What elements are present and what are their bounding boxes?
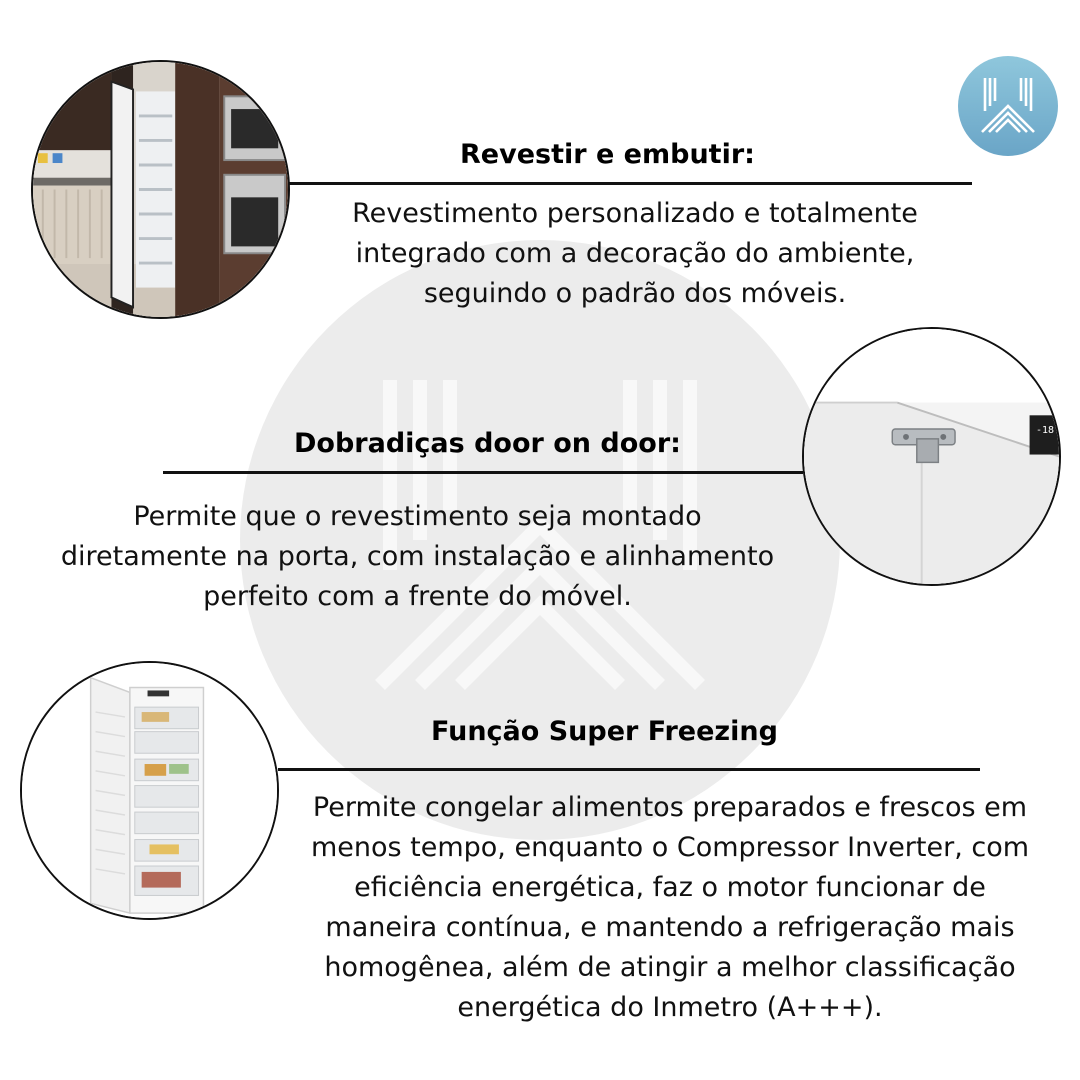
section-body-super-freezing: Permite congelar alimentos preparados e frescos em menos tempo, enquanto o Compressor Inverter, com eficiência energética, faz o motor funcionar de maneira contínua, e mantendo a refrigeração mais homogênea, além de atingir a melhor classificação energética do Inmetro (A+++). — [310, 792, 1030, 1023]
temperature-display: -18 — [1036, 425, 1055, 436]
section-divider — [163, 471, 803, 474]
section-divider — [278, 768, 980, 771]
section-heading-super-freezing: Função Super Freezing — [431, 716, 778, 747]
section-body-revestir: Revestimento personalizado e totalmente integrado com a decoração do ambiente, seguindo o padrão dos móveis. — [352, 198, 918, 309]
hinge-detail-photo — [802, 327, 1061, 586]
section-heading-revestir: Revestir e embutir: — [460, 139, 755, 170]
kitchen-freezer-photo — [31, 60, 290, 319]
section-body-dobradicas: Permite que o revestimento seja montado diretamente na porta, com instalação e alinhamento perfeito com a frente do móvel. — [60, 501, 775, 612]
freezer-open-photo — [20, 661, 279, 920]
section-heading-dobradicas: Dobradiças door on door: — [294, 428, 681, 459]
section-divider — [288, 182, 972, 185]
brand-logo-icon — [958, 56, 1058, 156]
